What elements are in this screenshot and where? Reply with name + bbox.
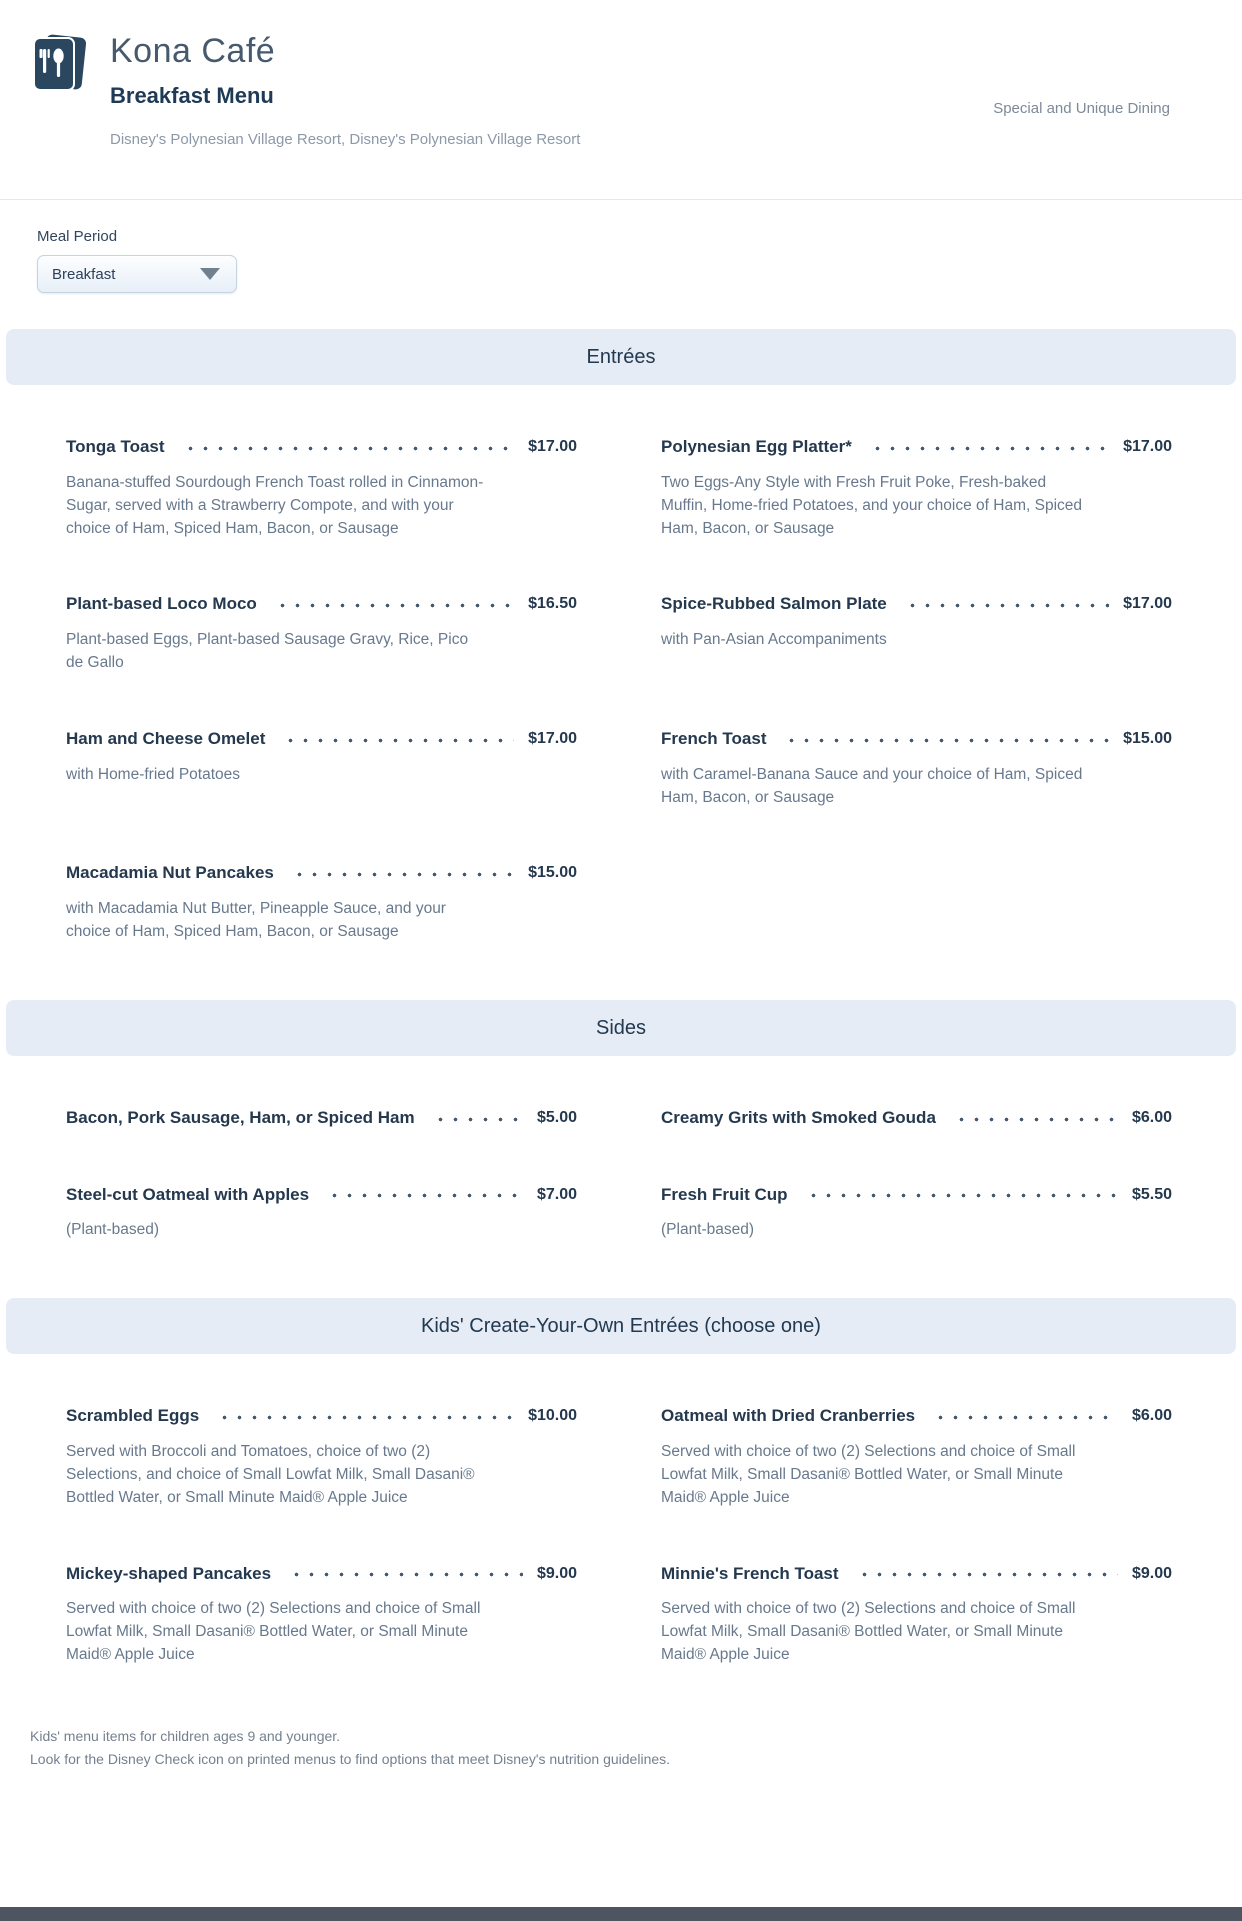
item-name: Polynesian Egg Platter* (661, 437, 852, 456)
item-price: $16.50 (528, 595, 577, 613)
menu-item-minnies-french-toast (661, 1562, 1172, 1667)
menu-utensils-icon (30, 32, 88, 94)
item-description: (Plant-based) (661, 1221, 755, 1239)
meal-period-selected-value: Breakfast (52, 265, 116, 283)
dotted-leader (933, 1410, 1118, 1425)
menu-subtitle: Breakfast Menu (110, 83, 274, 108)
item-price: $17.00 (1123, 595, 1172, 613)
item-name: French Toast (661, 728, 767, 748)
item-price: $17.00 (528, 438, 577, 455)
item-description: with Pan-Asian Accompaniments (661, 631, 887, 649)
item-description: with Macadamia Nut Butter, Pineapple Sauce, and your choice of Ham, Spiced Ham, Bacon, or Sausage (66, 900, 446, 941)
item-name: Mickey-shaped Pancakes (66, 1563, 272, 1583)
item-price: $5.00 (536, 1109, 577, 1126)
item-head (66, 435, 577, 460)
item-description: Served with choice of two (2) Selections and choice of Small Lowfat Milk, Small Dasani® Bottled Water, or Small Minute Maid® Apple Juice (661, 1442, 1076, 1506)
item-name: Minnie's French Toast (661, 1563, 839, 1583)
meal-period-dropdown[interactable] (37, 255, 237, 293)
item-description: with Caramel-Banana Sauce and your choice of Ham, Spiced Ham, Bacon, or Sausage (661, 765, 1083, 806)
item-name: Plant-based Loco Moco (66, 594, 257, 614)
menu-item-spice-rubbed-salmon-plate (661, 592, 1172, 652)
item-name: Steel-cut Oatmeal with Apples (66, 1184, 310, 1204)
item-description: Two Eggs-Any Style with Fresh Fruit Poke, Fresh-baked Muffin, Home-fried Potatoes, and your choice of Ham, Spiced Ham, Bacon, or Sausage (661, 473, 1083, 537)
item-price: $15.00 (1123, 729, 1172, 747)
item-head (66, 592, 577, 617)
dotted-leader (183, 441, 515, 456)
menu-item-steel-cut-oatmeal (66, 1183, 577, 1243)
item-name: Tonga Toast (66, 437, 165, 456)
dotted-leader (806, 1188, 1118, 1203)
section-header-kids-entrees (6, 1298, 1236, 1354)
item-price: $6.00 (1131, 1109, 1172, 1126)
kids-items-grid (0, 1404, 1242, 1667)
entrees-items-grid (0, 435, 1242, 944)
dotted-leader (870, 441, 1109, 456)
menu-item-french-toast (661, 727, 1172, 810)
item-price: $15.00 (528, 864, 577, 882)
item-description: Served with choice of two (2) Selections and choice of Small Lowfat Milk, Small Dasani® Bottled Water, or Small Minute Maid® Apple Juice (66, 1600, 481, 1664)
dotted-leader (327, 1188, 523, 1203)
item-description: with Home-fried Potatoes (66, 765, 241, 783)
item-price: $17.00 (1123, 438, 1172, 455)
kids-age-note: Kids' menu items for children ages 9 and younger. (30, 1728, 341, 1745)
sides-items-grid (0, 1106, 1242, 1242)
restaurant-title: Kona Café (110, 32, 276, 70)
section-title: Entrées (586, 345, 656, 368)
dotted-leader (292, 867, 514, 882)
dotted-leader (433, 1112, 523, 1127)
item-head (66, 1404, 577, 1429)
item-name: Oatmeal with Dried Cranberries (661, 1406, 916, 1426)
dotted-leader (784, 733, 1109, 748)
item-price: $7.00 (536, 1185, 577, 1203)
dotted-leader (954, 1112, 1118, 1127)
dotted-leader (905, 598, 1109, 613)
section-title: Sides (595, 1016, 647, 1039)
menu-item-mickey-shaped-pancakes (66, 1562, 577, 1667)
item-price: $17.00 (528, 729, 577, 747)
menu-item-ham-and-cheese-omelet (66, 727, 577, 787)
section-header-entrees (6, 329, 1236, 385)
item-name: Scrambled Eggs (66, 1406, 200, 1426)
item-head (661, 1562, 1172, 1587)
item-name: Ham and Cheese Omelet (66, 728, 266, 748)
menu-item-bacon-sausage-ham (66, 1106, 577, 1131)
dotted-leader (283, 733, 514, 748)
item-name: Fresh Fruit Cup (661, 1184, 788, 1204)
menu-footnotes (0, 1725, 1242, 1770)
item-head (66, 1562, 577, 1587)
item-price: $9.00 (536, 1564, 577, 1582)
item-name: Spice-Rubbed Salmon Plate (661, 594, 887, 614)
menu-item-creamy-grits (661, 1106, 1172, 1131)
meal-period-label: Meal Period (37, 228, 118, 245)
dotted-leader (217, 1410, 514, 1425)
item-description: Served with choice of two (2) Selections and choice of Small Lowfat Milk, Small Dasani® Bottled Water, or Small Minute Maid® Apple Juice (661, 1600, 1076, 1664)
item-head (66, 1106, 577, 1131)
section-header-sides (6, 1000, 1236, 1056)
item-head (661, 1404, 1172, 1429)
resort-location: Disney's Polynesian Village Resort, Disney's Polynesian Village Resort (110, 131, 581, 148)
item-price: $10.00 (528, 1407, 577, 1425)
menu-item-macadamia-nut-pancakes (66, 861, 577, 944)
disney-check-note: Look for the Disney Check icon on printed menus to find options that meet Disney's nutrition guidelines. (30, 1750, 671, 1767)
menu-item-polynesian-egg-platter (661, 435, 1172, 540)
dotted-leader (857, 1567, 1118, 1582)
item-description: Plant-based Eggs, Plant-based Sausage Gravy, Rice, Pico de Gallo (66, 631, 469, 672)
item-price: $9.00 (1131, 1564, 1172, 1582)
menu-item-tonga-toast (66, 435, 577, 540)
item-price: $6.00 (1131, 1407, 1172, 1425)
item-name: Bacon, Pork Sausage, Ham, or Spiced Ham (66, 1108, 415, 1127)
chevron-down-icon (200, 268, 220, 280)
item-description: Banana-stuffed Sourdough French Toast rolled in Cinnamon-Sugar, served with a Strawberry Compote, and with your choice of Ham, Spiced Ham, Bacon, or Sausage (66, 473, 484, 537)
item-description: (Plant-based) (66, 1221, 160, 1239)
header-left (30, 30, 1172, 148)
item-description: Served with Broccoli and Tomatoes, choice of two (2) Selections, and choice of Small Lowfat Milk, Small Dasani® Bottled Water, or Small Minute Maid® Apple Juice (66, 1442, 475, 1506)
restaurant-header (0, 0, 1242, 200)
section-title: Kids' Create-Your-Own Entrées (choose one) (421, 1314, 821, 1337)
item-head (661, 727, 1172, 752)
item-price: $5.50 (1131, 1185, 1172, 1203)
dotted-leader (289, 1567, 523, 1582)
menu-item-oatmeal-dried-cranberries (661, 1404, 1172, 1509)
meal-period-filter (0, 200, 1242, 293)
menu-item-fresh-fruit-cup (661, 1183, 1172, 1243)
item-head (661, 1183, 1172, 1208)
item-head (661, 1106, 1172, 1131)
footer-bar (0, 1907, 1242, 1921)
menu-item-scrambled-eggs (66, 1404, 577, 1509)
item-name: Macadamia Nut Pancakes (66, 863, 274, 883)
dotted-leader (275, 598, 514, 613)
item-head (661, 592, 1172, 617)
item-name: Creamy Grits with Smoked Gouda (661, 1108, 936, 1127)
title-block (110, 30, 580, 148)
item-head (66, 727, 577, 752)
item-head (66, 1183, 577, 1208)
item-head (661, 435, 1172, 460)
dining-category-label: Special and Unique Dining (993, 100, 1170, 117)
menu-item-plant-based-loco-moco (66, 592, 577, 675)
item-head (66, 861, 577, 886)
